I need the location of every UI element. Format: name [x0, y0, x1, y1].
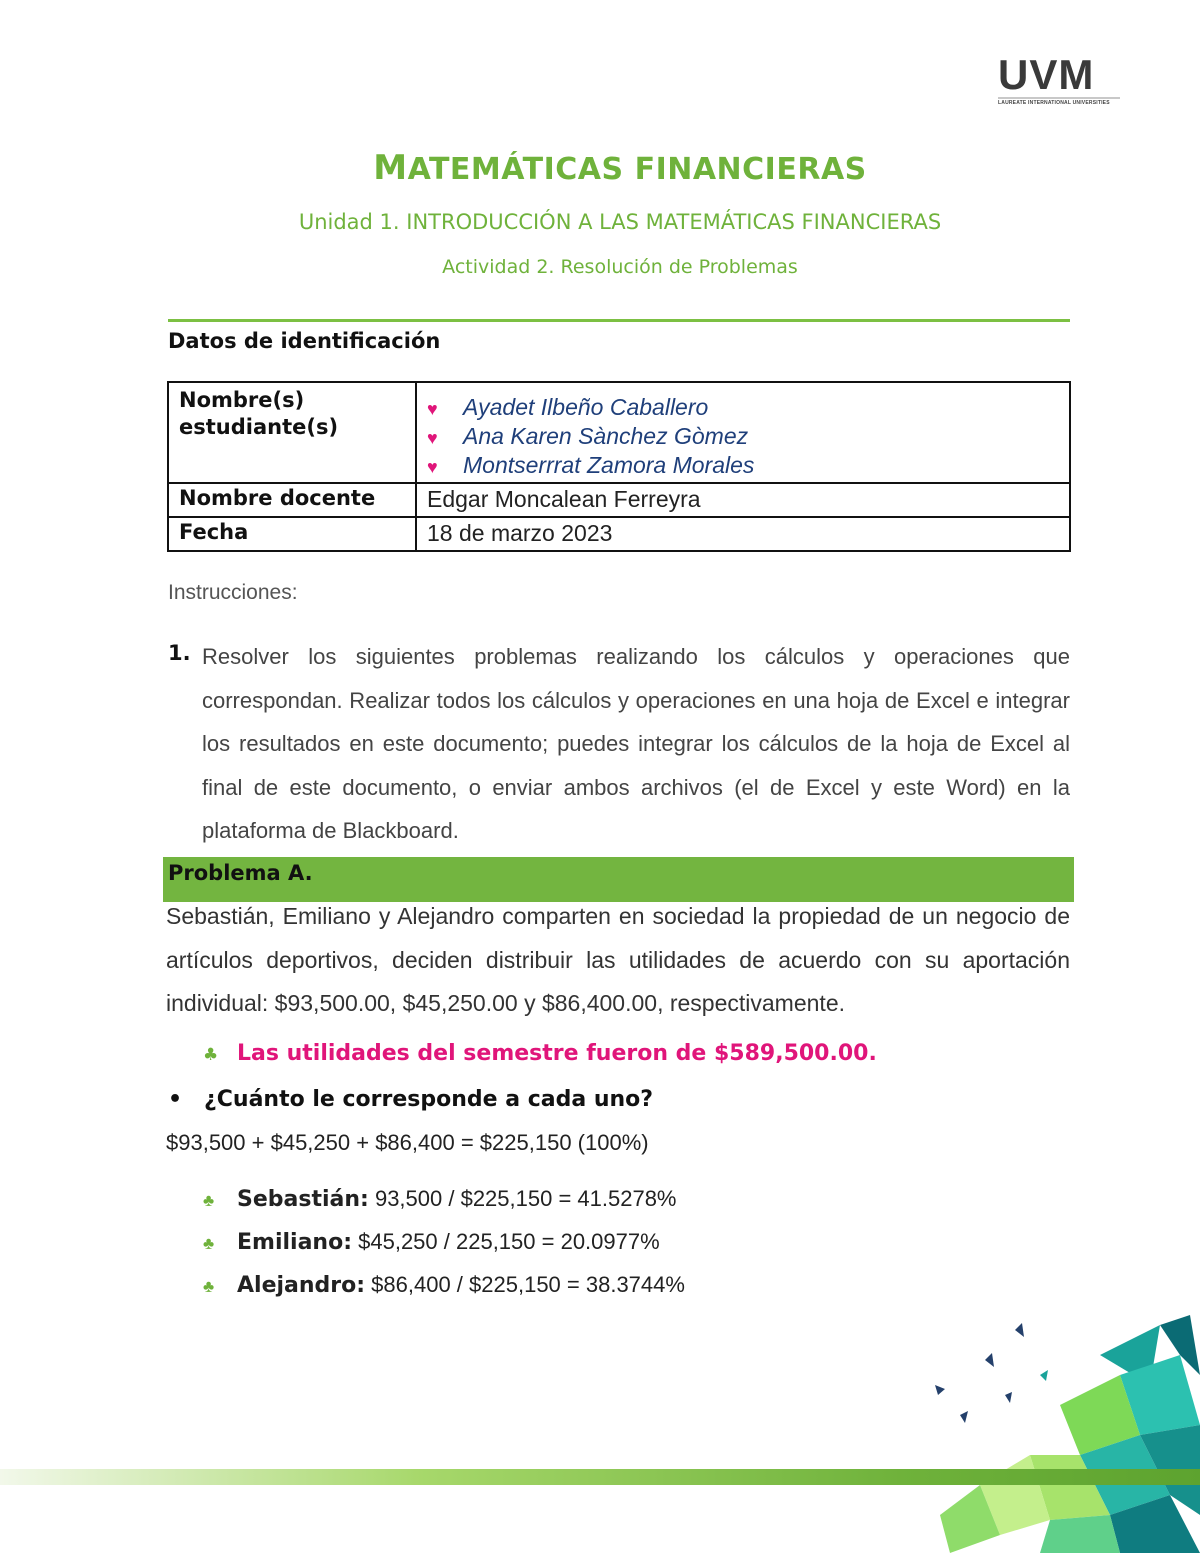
table-row: [168, 517, 1070, 551]
identification-heading: Datos de identificación: [168, 329, 441, 353]
list-item: ♥ Ana Karen Sànchez Gòmez: [427, 422, 1059, 451]
list-item: ♥ Montserrrat Zamora Morales: [427, 451, 1059, 480]
instructions-label: Instrucciones:: [168, 581, 298, 604]
date-value: 18 de marzo 2023: [416, 517, 1070, 551]
students-label: Nombre(s) estudiante(s): [168, 382, 416, 483]
unit-title: Unidad 1. INTRODUCCIÓN A LAS MATEMÁTICAS FINANCIERAS: [298, 210, 942, 234]
instruction-number: 1.: [168, 641, 191, 665]
identification-table: [167, 381, 1071, 552]
club-icon: ♣: [203, 1234, 215, 1253]
question-line: • ¿Cuánto le corresponde a cada uno?: [168, 1087, 654, 1112]
footer-bar: [0, 1465, 1200, 1489]
date-label: Fecha: [168, 517, 416, 551]
share-sebastian: ♣ Sebastián: 93,500 / $225,150 = 41.5278%: [203, 1186, 677, 1212]
heart-icon: ♥: [427, 399, 438, 419]
svg-text:UVM: UVM: [998, 56, 1095, 96]
header-divider: [168, 319, 1070, 322]
share-alejandro: ♣ Alejandro: $86,400 / $225,150 = 38.3744%: [203, 1272, 685, 1298]
decorative-polygons: [920, 1315, 1200, 1553]
uvm-logo-wordmark: [998, 56, 1122, 96]
instruction-text: Resolver los siguientes problemas realizando los cálculos y operaciones que correspondan. Realizar todos los cálculos y operaciones en una hoja de Excel e integrar los resultados en este documento; puedes integrar los cálculos de la hoja de Excel al final de este documento, o enviar ambos archivos (el de Excel y este Word) en la plataforma de Blackboard.: [202, 644, 1070, 843]
club-icon: ♣: [203, 1191, 215, 1210]
problem-statement: Sebastián, Emiliano y Alejandro comparten en sociedad la propiedad de un negocio de artículos deportivos, deciden distribuir las utilidades de acuerdo con su aportación individual: $93,500.00, $45,250.00 y $86,400.00, respectivamente.: [166, 903, 1070, 1016]
students-cell: [416, 382, 1070, 483]
teacher-label: Nombre docente: [168, 483, 416, 517]
teacher-value: Edgar Moncalean Ferreyra: [416, 483, 1070, 517]
list-item: ♥ Ayadet Ilbeño Caballero: [427, 393, 1059, 422]
problem-title: Problema A.: [168, 861, 313, 885]
students-list: [427, 383, 1059, 480]
logo-tagline: LAUREATE INTERNATIONAL UNIVERSITIES: [998, 100, 1110, 106]
share-emiliano: ♣ Emiliano: $45,250 / 225,150 = 20.0977%: [203, 1229, 660, 1255]
sum-line: $93,500 + $45,250 + $86,400 = $225,150 (100%): [166, 1130, 649, 1155]
document-title: MATEMÁTICAS FINANCIERAS: [373, 148, 867, 188]
bullet-icon: •: [168, 1087, 183, 1112]
table-row: [168, 382, 1070, 483]
uvm-logo: [998, 56, 1122, 108]
heart-icon: ♥: [427, 428, 438, 448]
logo-divider: [998, 97, 1120, 99]
club-icon: ♣: [203, 1045, 219, 1065]
utilities-line: ♣ Las utilidades del semestre fueron de $589,500.00.: [203, 1041, 877, 1066]
club-icon: ♣: [203, 1277, 215, 1296]
activity-title: Actividad 2. Resolución de Problemas: [442, 256, 798, 278]
heart-icon: ♥: [427, 457, 438, 477]
table-row: [168, 483, 1070, 517]
